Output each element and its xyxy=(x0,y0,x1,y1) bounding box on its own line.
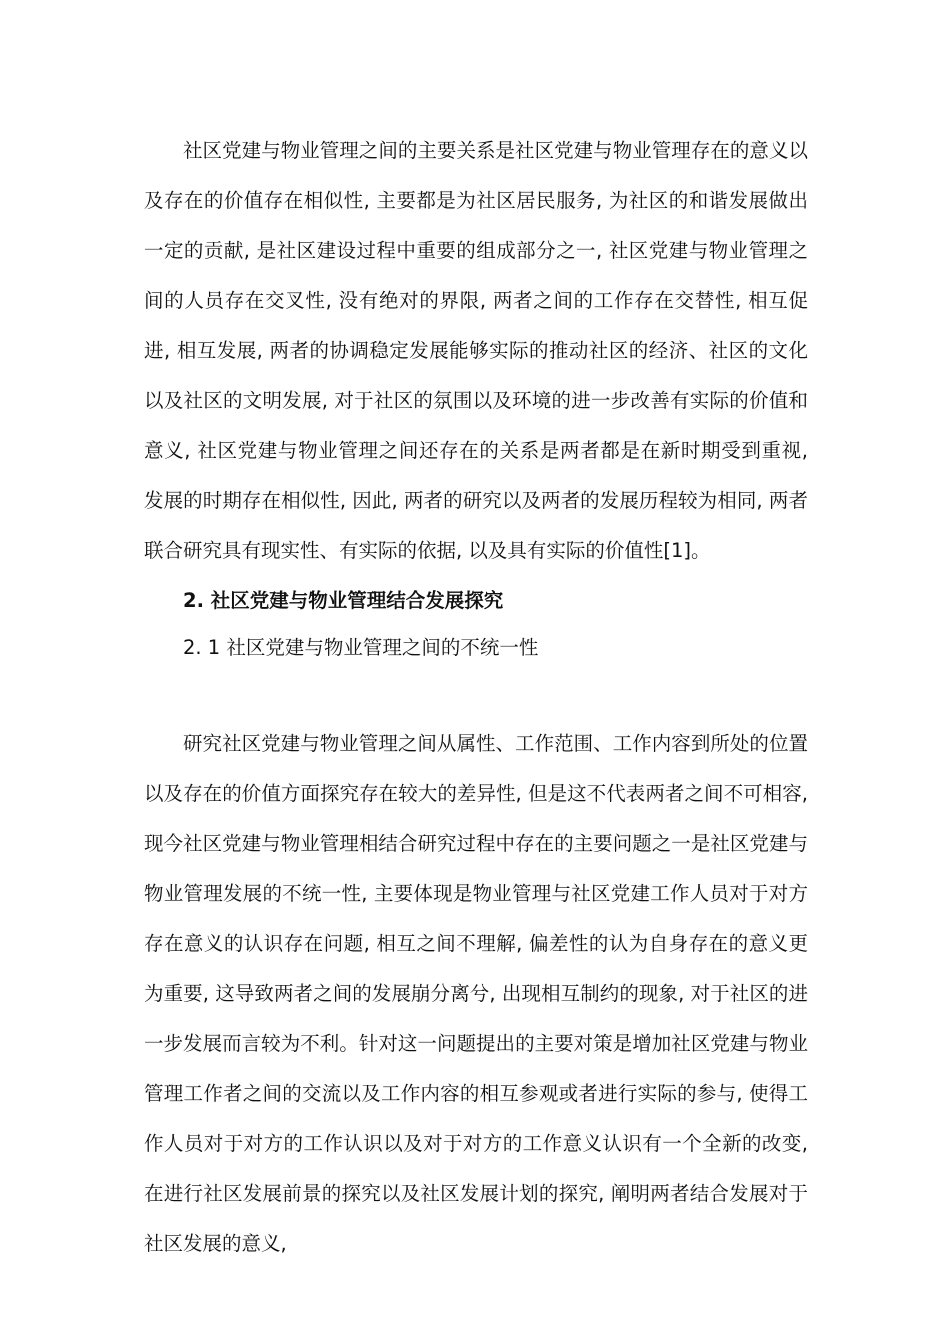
body-paragraph: 研究社区党建与物业管理之间从属性、工作范围、工作内容到所处的位置以及存在的价值方面探究存在较大的差异性, 但是这不代表两者之间不可相容, 现今社区党建与物业管理相结合研究过程中存在的主要问题之一是社区党建与物业管理发展的不统一性, 主要体现是物业管理与社区党建工作人员对于对方存在意义的认识存在问题, 相互之间不理解, 偏差性的认为自身存在的意义更为重要, 这导致两者之间的发展崩分离兮, 出现相互制约的现象, 对于社区的进一步发展而言较为不利。针对这一问题提出的主要对策是增加社区党建与物业管理工作者之间的交流以及工作内容的相互参观或者进行实际的参与, 使得工作人员对于对方的工作认识以及对于对方的工作意义认识有一个全新的改变, 在进行社区发展前景的探究以及社区发展计划的探究, 阐明两者结合发展对于社区发展的意义, xyxy=(144,732,808,1255)
subsection-heading: 2. 1 社区党建与物业管理之间的不统一性 xyxy=(183,636,539,659)
section-heading: 2. 社区党建与物业管理结合发展探究 xyxy=(183,589,504,612)
body-paragraph: 社区党建与物业管理之间的主要关系是社区党建与物业管理存在的意义以及存在的价值存在相似性, 主要都是为社区居民服务, 为社区的和谐发展做出一定的贡献, 是社区建设过程中重要的组成部分之一, 社区党建与物业管理之间的人员存在交叉性, 没有绝对的界限, 两者之间的工作存在交替性, 相互促进, 相互发展, 两者的协调稳定发展能够实际的推动社区的经济、社区的文化以及社区的文明发展, 对于社区的氛围以及环境的进一步改善有实际的价值和意义, 社区党建与物业管理之间还存在的关系是两者都是在新时期受到重视, 发展的时期存在相似性, 因此, 两者的研究以及两者的发展历程较为相同, 两者联合研究具有现实性、有实际的依据, 以及具有实际的价值性[1]。 xyxy=(144,139,808,562)
